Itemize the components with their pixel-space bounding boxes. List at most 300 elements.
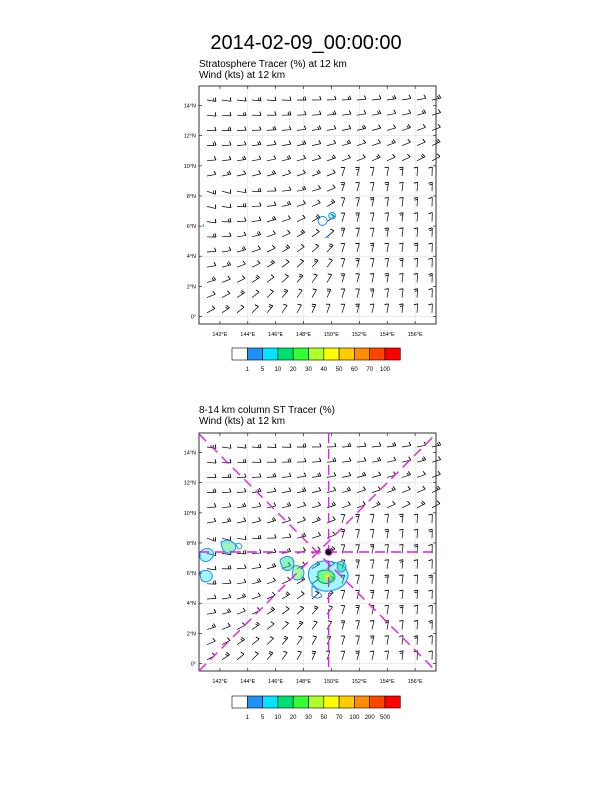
wind-barb <box>357 457 366 462</box>
wind-barb <box>385 258 389 267</box>
wind-barb <box>402 95 411 100</box>
wind-barb <box>312 636 317 645</box>
colorbar-label: 10 <box>274 367 282 373</box>
wind-barb <box>399 651 403 660</box>
wind-barb <box>207 595 216 599</box>
wind-barb <box>237 593 246 599</box>
wind-barb <box>222 291 230 298</box>
wind-barb <box>428 213 432 222</box>
lat-label: 2°N <box>186 631 196 638</box>
wind-barb <box>342 443 351 447</box>
wind-barb <box>355 636 359 645</box>
wind-barb <box>237 488 246 492</box>
wind-barb <box>385 167 389 176</box>
crosshair-center-marker <box>325 549 332 556</box>
wind-barb <box>207 291 215 297</box>
wind-barb <box>355 289 359 298</box>
wind-barb <box>370 198 374 207</box>
wind-barb <box>355 651 359 660</box>
colorbar-label: 50 <box>335 367 343 373</box>
wind-barb <box>399 514 403 523</box>
tracer-patch <box>236 543 242 549</box>
lat-label: 6°N <box>186 571 196 578</box>
wind-barb <box>282 216 291 222</box>
wind-barb <box>297 170 306 176</box>
wind-barb <box>312 140 321 145</box>
wind-barb <box>370 258 374 267</box>
panel2-subtitle-2: Wind (kts) at 12 km <box>199 416 286 427</box>
wind-barb <box>252 97 261 101</box>
wind-barb <box>237 276 245 283</box>
wind-barb <box>207 233 216 237</box>
wind-barb <box>342 457 351 462</box>
lat-label: 4°N <box>186 601 196 608</box>
wind-barb <box>428 289 432 298</box>
wind-barb <box>312 606 318 614</box>
wind-barb <box>222 261 231 267</box>
wind-barb <box>414 258 418 267</box>
wind-barb <box>252 156 261 161</box>
wind-barb <box>341 183 345 192</box>
wind-barb <box>342 155 350 161</box>
wind-barb <box>399 228 403 237</box>
wind-barb <box>282 187 291 192</box>
tracer-patch <box>203 224 204 227</box>
wind-barb <box>341 304 345 313</box>
wind-barb <box>342 502 350 508</box>
colorbar-1 <box>232 348 400 373</box>
wind-barb <box>355 304 359 313</box>
wind-barb <box>428 273 432 282</box>
wind-barb <box>370 228 374 237</box>
wind-barb <box>222 247 231 252</box>
wind-barb <box>428 197 432 206</box>
wind-barb <box>237 459 246 463</box>
wind-barb <box>237 652 244 660</box>
wind-barb <box>428 514 432 523</box>
wind-barb <box>399 636 403 645</box>
wind-barb <box>222 652 230 659</box>
wind-barb <box>267 141 276 146</box>
colorbar-label: 40 <box>320 367 328 373</box>
colorbar-label: 5 <box>260 715 265 721</box>
wind-barb <box>312 621 317 629</box>
wind-barb <box>414 197 418 206</box>
wind-barb <box>252 652 258 660</box>
wind-barb <box>327 259 332 267</box>
wind-barb <box>355 274 359 283</box>
colorbar-label: 200 <box>364 715 375 721</box>
wind-barb <box>372 110 381 115</box>
wind-barb <box>428 560 432 569</box>
wind-barb <box>414 605 418 614</box>
wind-barb <box>370 651 374 660</box>
wind-barb <box>252 535 261 539</box>
wind-barb <box>370 575 374 584</box>
wind-barb <box>267 245 275 252</box>
wind-barb <box>222 171 231 176</box>
wind-barb <box>282 621 289 629</box>
wind-barb <box>267 155 276 160</box>
wind-barb <box>222 305 230 312</box>
wind-barb <box>237 518 246 523</box>
wind-barb <box>399 289 403 298</box>
wind-barb <box>312 125 321 130</box>
lon-labels-1 <box>212 86 423 338</box>
wind-barb <box>252 305 258 313</box>
wind-barbs-1 <box>207 95 441 313</box>
wind-barb <box>207 638 215 644</box>
wind-barb <box>428 529 432 538</box>
wind-barb <box>385 575 389 584</box>
tracer-patch <box>325 237 329 238</box>
wind-barb <box>237 536 246 540</box>
wind-barb <box>417 457 426 463</box>
wind-barb <box>312 443 321 447</box>
wind-barb <box>282 126 291 131</box>
wind-barb <box>327 606 332 614</box>
wind-barb <box>252 231 261 237</box>
lon-label: 156°E <box>407 332 423 338</box>
lat-label: 8°N <box>186 193 196 200</box>
lat-label: 8°N <box>186 540 196 547</box>
wind-barb <box>312 200 320 207</box>
wind-barb <box>267 231 275 237</box>
wind-barb <box>237 564 246 568</box>
wind-barb <box>327 289 331 298</box>
wind-barb <box>402 442 411 447</box>
wind-barb <box>341 259 345 268</box>
wind-barb <box>297 96 306 100</box>
wind-barb <box>341 274 345 283</box>
wind-barb <box>327 229 334 237</box>
wind-barb <box>357 110 366 115</box>
wind-barb <box>327 170 335 176</box>
lat-label: 10°N <box>183 510 196 517</box>
wind-barb <box>237 217 246 221</box>
wind-barb <box>417 471 426 477</box>
wind-barb <box>207 205 216 209</box>
wind-barb <box>370 560 374 569</box>
wind-barb <box>341 289 345 298</box>
wind-barb <box>252 275 260 282</box>
wind-barb <box>387 501 395 508</box>
wind-barb <box>282 444 291 448</box>
wind-barb <box>237 97 246 101</box>
wind-barb <box>355 606 359 615</box>
wind-barb <box>385 243 389 252</box>
wind-barb <box>399 304 403 313</box>
colorbar-2 <box>232 696 400 721</box>
wind-barb <box>252 170 261 176</box>
wind-barb <box>372 472 381 478</box>
wind-barb <box>222 444 231 448</box>
wind-barb <box>252 503 261 508</box>
lat-label: 0° <box>190 661 196 668</box>
wind-barb <box>414 243 418 252</box>
wind-barb <box>385 228 389 237</box>
colorbar-swatch <box>278 348 293 360</box>
wind-barb <box>355 213 359 222</box>
wind-barb <box>414 560 418 569</box>
wind-barb <box>297 651 302 660</box>
wind-barb <box>312 651 316 660</box>
wind-barb <box>402 139 410 145</box>
colorbar-swatch <box>324 696 339 708</box>
wind-barb <box>267 622 274 630</box>
wind-barb <box>428 182 432 191</box>
wind-barb <box>282 592 290 599</box>
wind-barb <box>312 229 319 237</box>
lon-label: 152°E <box>351 679 367 685</box>
wind-barb <box>428 228 432 237</box>
colorbar-label: 30 <box>305 715 312 721</box>
wind-barb <box>312 304 316 313</box>
wind-barb <box>252 517 261 523</box>
wind-barb <box>267 473 276 477</box>
wind-barb <box>267 578 275 584</box>
wind-barb <box>297 140 306 145</box>
wind-barb <box>252 126 261 130</box>
wind-barb <box>237 112 246 116</box>
colorbar-swatch <box>370 348 385 360</box>
wind-barb <box>385 560 389 569</box>
map-frame-1 <box>199 86 436 324</box>
wind-barb <box>237 608 245 614</box>
wind-barb <box>252 593 260 599</box>
colorbar-label: 70 <box>335 715 343 721</box>
wind-barb <box>341 621 345 630</box>
colorbar-swatch <box>247 348 262 360</box>
wind-barb <box>282 245 290 252</box>
wind-barb <box>237 444 246 448</box>
wind-barb <box>370 274 374 283</box>
colorbar-label: 100 <box>379 367 391 373</box>
wind-barb <box>252 112 261 116</box>
wind-barb <box>237 203 246 207</box>
wind-barb <box>326 304 330 313</box>
lat-label: 14°N <box>183 103 196 110</box>
wind-barb <box>402 486 410 492</box>
tracer-patch <box>337 562 346 573</box>
wind-barb <box>237 261 245 267</box>
colorbar-label: 1 <box>245 715 249 721</box>
wind-barb <box>341 243 345 252</box>
lon-label: 154°E <box>379 332 395 338</box>
wind-barb <box>428 258 432 267</box>
wind-barb <box>327 111 336 116</box>
wind-barb <box>207 624 216 630</box>
lon-label: 148°E <box>296 679 312 685</box>
wind-barb <box>237 503 246 508</box>
wind-barb <box>222 127 231 131</box>
wind-barb <box>357 96 366 100</box>
wind-barb <box>428 620 432 629</box>
wind-barb <box>417 139 425 146</box>
wind-barb <box>297 186 306 191</box>
wind-barb <box>399 560 403 569</box>
wind-barb <box>414 575 418 584</box>
wind-barb <box>252 217 261 222</box>
wind-barb <box>387 95 396 100</box>
wind-barb <box>417 154 425 161</box>
wind-barb <box>414 167 418 176</box>
wind-barb <box>357 125 366 130</box>
wind-barb <box>282 230 290 237</box>
wind-barb <box>267 126 276 130</box>
wind-barb <box>282 502 291 508</box>
lat-label: 6°N <box>186 224 196 231</box>
colorbar-swatch <box>354 348 369 360</box>
wind-barb <box>355 514 359 523</box>
colorbar-swatch <box>370 696 385 708</box>
wind-barb <box>428 243 432 252</box>
wind-barb <box>297 200 306 206</box>
wind-barb <box>341 590 345 599</box>
wind-barb <box>327 125 336 130</box>
wind-barb <box>222 233 231 237</box>
wind-barb <box>312 532 321 538</box>
wind-barb <box>327 244 333 252</box>
wind-barb <box>327 591 333 599</box>
wind-barb <box>341 198 345 207</box>
wind-barb <box>399 167 403 176</box>
wind-barb <box>267 444 276 448</box>
wind-barbs-2 <box>207 442 441 660</box>
wind-barb <box>385 545 389 554</box>
colorbar-label: 20 <box>289 367 297 373</box>
wind-barb <box>357 154 365 160</box>
wind-barb <box>402 501 410 508</box>
lon-labels-2 <box>212 433 423 685</box>
wind-barb <box>282 155 291 161</box>
wind-barb <box>267 202 276 207</box>
wind-barb <box>207 489 216 493</box>
lon-label: 154°E <box>379 679 395 685</box>
lon-label: 152°E <box>351 332 367 338</box>
wind-barb <box>327 185 335 192</box>
wind-barb <box>252 246 260 252</box>
wind-barb <box>312 111 321 115</box>
wind-barb <box>207 306 215 313</box>
wind-barb <box>341 228 345 237</box>
wind-barb <box>282 201 291 206</box>
wind-barb <box>207 277 216 283</box>
colorbar-swatch <box>293 696 308 708</box>
colorbar-label: 5 <box>260 367 265 373</box>
wind-barb <box>370 529 374 538</box>
wind-barb <box>237 126 246 130</box>
wind-barb <box>387 457 396 462</box>
colorbar-swatch <box>339 696 354 708</box>
lon-label: 144°E <box>240 679 256 685</box>
wind-barb <box>222 204 231 208</box>
tracer-patch <box>329 213 336 220</box>
wind-barb <box>207 98 216 102</box>
wind-barb <box>282 170 291 176</box>
wind-barb <box>282 488 291 493</box>
lat-label: 2°N <box>186 284 196 291</box>
colorbar-swatch <box>309 348 324 360</box>
wind-barb <box>222 189 231 193</box>
wind-barb <box>428 167 432 176</box>
wind-barb <box>372 154 380 160</box>
wind-barb <box>341 213 345 222</box>
wind-barb <box>370 182 374 191</box>
wind-barb <box>222 623 230 629</box>
wind-barb <box>297 621 303 629</box>
wind-barb <box>297 443 306 447</box>
wind-barb <box>414 636 418 645</box>
lat-labels-1 <box>184 104 436 321</box>
wind-barb <box>222 536 231 540</box>
colorbar-label: 500 <box>379 715 391 721</box>
wind-barb <box>312 472 321 477</box>
colorbar-swatch <box>278 696 293 708</box>
lat-label: 12°N <box>183 480 196 487</box>
wind-barb <box>252 141 261 146</box>
wind-barb <box>267 260 275 267</box>
tracer-patch <box>318 216 327 225</box>
lat-label: 12°N <box>183 133 196 140</box>
colorbar-swatch <box>293 348 308 360</box>
wind-barb <box>355 560 359 569</box>
wind-barb <box>282 607 289 615</box>
wind-barb <box>385 304 389 313</box>
wind-barb <box>207 262 216 267</box>
wind-barb <box>385 590 389 599</box>
wind-barb <box>312 458 321 462</box>
wind-barb <box>222 565 231 569</box>
wind-barb <box>417 124 426 130</box>
colorbar-label: 100 <box>349 715 360 721</box>
wind-barb <box>399 258 403 267</box>
wind-barb <box>312 155 321 161</box>
wind-barb <box>385 182 389 191</box>
lon-label: 156°E <box>407 679 423 685</box>
wind-barb <box>297 155 306 161</box>
wind-barb <box>399 182 403 191</box>
wind-barb <box>222 518 231 523</box>
wind-barb <box>355 183 359 192</box>
wind-barb <box>342 472 351 477</box>
wind-barb <box>297 591 304 599</box>
wind-barb <box>297 458 306 462</box>
wind-barb <box>387 139 395 145</box>
wind-barb <box>342 140 351 146</box>
wind-barb <box>355 530 359 539</box>
wind-barb <box>267 187 276 191</box>
wind-barb <box>372 125 381 131</box>
wind-barb <box>372 457 381 462</box>
wind-barb <box>428 304 432 313</box>
wind-barb <box>267 111 276 115</box>
wind-barb <box>355 575 359 584</box>
wind-barb <box>237 171 246 176</box>
wind-barb <box>222 608 231 614</box>
wind-barb <box>370 213 374 222</box>
wind-barb <box>399 590 403 599</box>
wind-barb <box>222 276 230 282</box>
wind-barb <box>297 636 302 645</box>
wind-barb <box>372 442 381 447</box>
colorbar-swatch <box>247 696 262 708</box>
wind-barb <box>267 563 276 568</box>
wind-barb <box>414 182 418 191</box>
wind-barb <box>222 156 231 161</box>
wind-barb <box>327 155 336 161</box>
wind-barb <box>370 621 374 630</box>
